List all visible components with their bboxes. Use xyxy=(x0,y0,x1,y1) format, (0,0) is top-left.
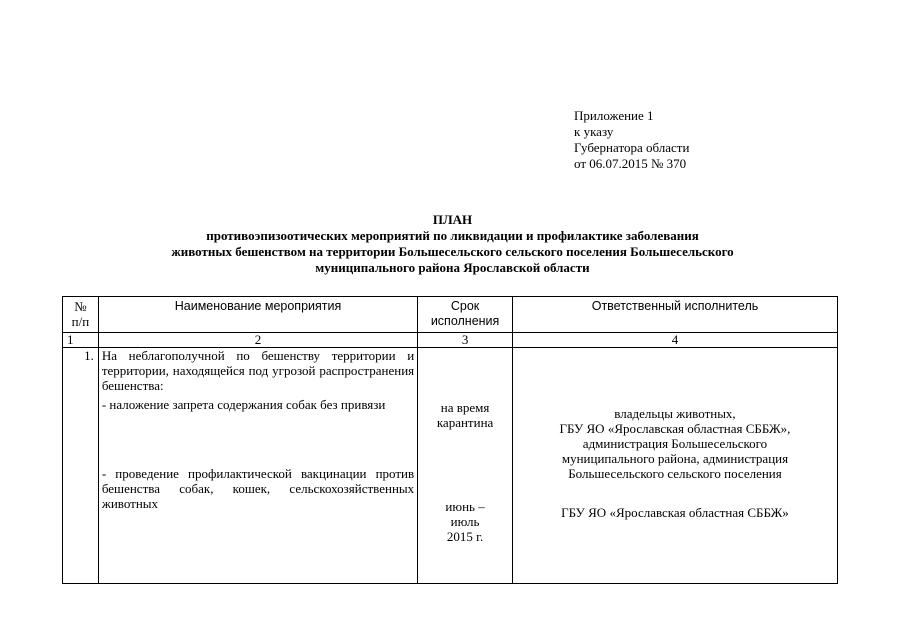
column-number: 4 xyxy=(512,333,837,348)
header-term-line: Срок xyxy=(450,299,480,313)
responsible-line: муниципального района, администрация xyxy=(561,451,789,466)
term-item xyxy=(421,499,509,544)
column-number: 3 xyxy=(418,333,513,348)
appendix-block xyxy=(574,108,689,172)
column-number: 1 xyxy=(63,333,99,348)
responsible-cell xyxy=(512,348,837,584)
appendix-line: Губернатора области xyxy=(574,140,690,155)
responsible-line: владельцы животных, xyxy=(614,406,736,421)
term-line: 2015 г. xyxy=(446,529,484,544)
title-line: животных бешенством на территории Большесельского сельского поселения Большесельского xyxy=(171,244,734,259)
header-responsible: Ответственный исполнитель xyxy=(512,297,837,333)
activity-cell xyxy=(98,348,417,584)
header-num xyxy=(63,297,99,333)
table-row xyxy=(63,348,838,584)
header-name: Наименование мероприятия xyxy=(98,297,417,333)
title-line: противоэпизоотических мероприятий по ликвидации и профилактике заболевания xyxy=(206,228,699,243)
responsible-line: ГБУ ЯО «Ярославская областная СББЖ», xyxy=(559,421,791,436)
activity-intro: На неблагополучной по бешенству территории и территории, находящейся под угрозой распространения бешенства: xyxy=(101,348,415,393)
column-number: 2 xyxy=(98,333,417,348)
term-cell xyxy=(418,348,513,584)
appendix-date-line: от 06.07.2015 № 370 xyxy=(574,156,687,171)
title-line: муниципального района Ярославской области xyxy=(315,260,590,275)
plan-table xyxy=(62,296,838,584)
term-line: на время xyxy=(440,400,490,415)
responsible-line: Большесельского сельского поселения xyxy=(568,466,782,481)
term-line: июнь – xyxy=(445,499,485,514)
responsible-line: администрация Большесельского xyxy=(582,436,768,451)
responsible-item xyxy=(516,505,834,520)
term-line: карантина xyxy=(436,415,494,430)
appendix-line: к указу xyxy=(574,124,614,139)
responsible-item xyxy=(516,406,834,481)
row-number: 1. xyxy=(63,348,99,584)
activity-item: - наложение запрета содержания собак без привязи xyxy=(101,397,386,412)
activity-item: - проведение профилактической вакцинации против бешенства собак, кошек, сельскохозяйственных животных xyxy=(101,466,415,511)
header-term xyxy=(418,297,513,333)
title-heading: ПЛАН xyxy=(432,212,473,227)
column-number-row xyxy=(63,333,838,348)
responsible-line: ГБУ ЯО «Ярославская областная СББЖ» xyxy=(561,505,789,520)
header-num-symbol: № xyxy=(74,299,87,314)
appendix-line: Приложение 1 xyxy=(574,108,654,123)
header-term-line: исполнения xyxy=(430,314,500,328)
document-title xyxy=(100,212,805,276)
header-num-abbr: п/п xyxy=(71,314,90,329)
term-line: июль xyxy=(450,514,480,529)
term-item xyxy=(421,400,509,430)
table-header-row xyxy=(63,297,838,333)
